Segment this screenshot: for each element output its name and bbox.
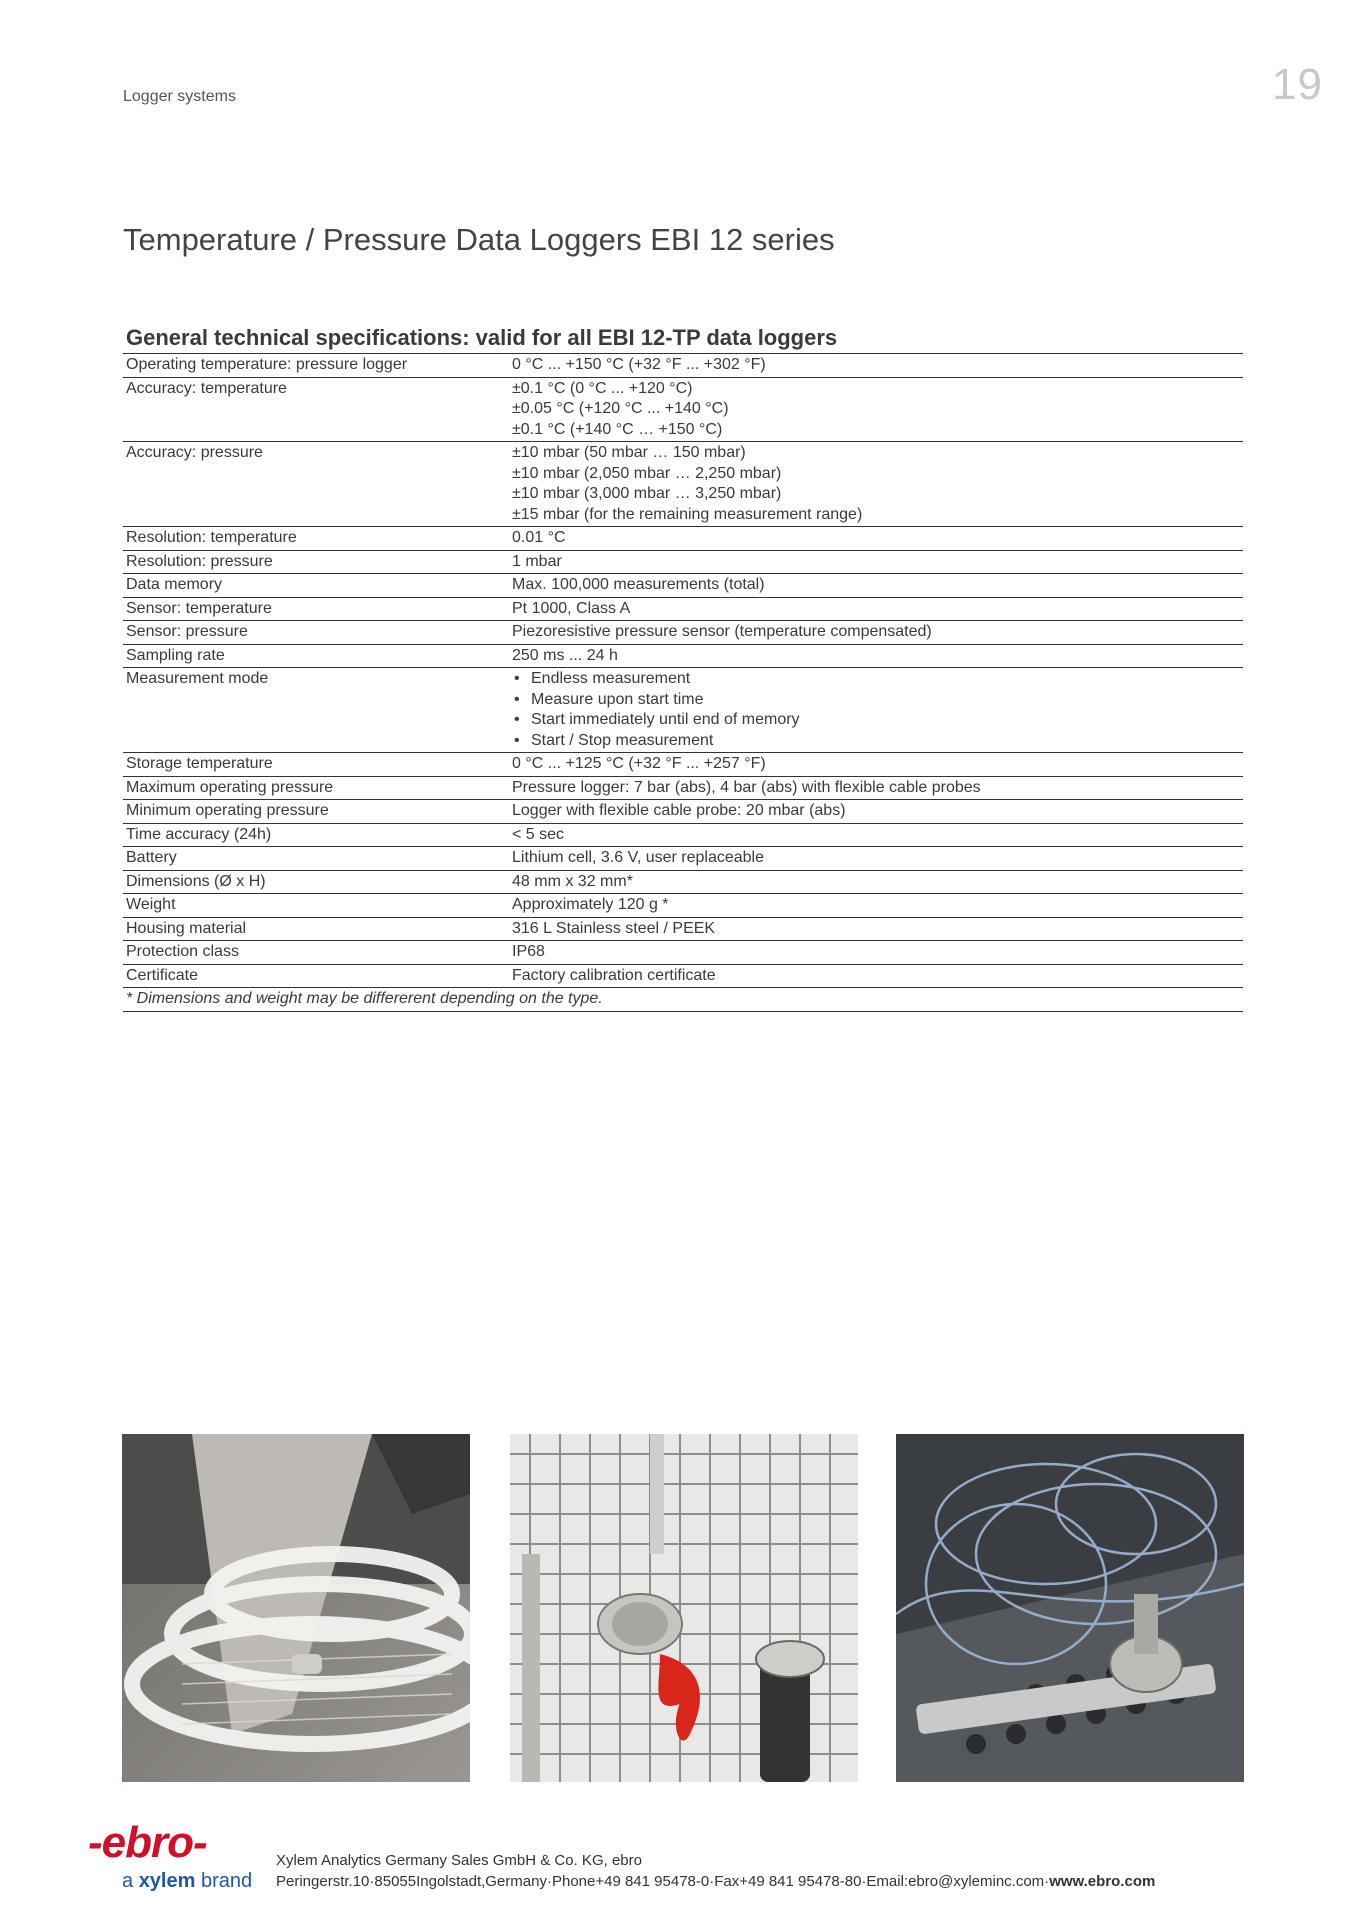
spec-label: Resolution: temperature	[126, 529, 297, 546]
spec-value	[512, 379, 1240, 441]
spec-row	[123, 941, 1243, 965]
spec-value-line: ±10 mbar (50 mbar … 150 mbar)	[512, 444, 746, 461]
footer-company: Xylem Analytics Germany Sales GmbH & Co. KG, ebro	[276, 1852, 642, 1869]
spec-row	[123, 894, 1243, 918]
spec-row	[123, 574, 1243, 598]
logo-subtitle: a xylem brand	[122, 1870, 253, 1892]
spec-value	[512, 942, 1240, 963]
spec-value-line: 0.01 °C	[512, 529, 566, 546]
footer-contact	[276, 1850, 1155, 1892]
spec-label: Operating temperature: pressure logger	[126, 356, 408, 373]
spec-row	[123, 354, 1243, 378]
spec-label: Protection class	[126, 943, 239, 960]
footnote: * Dimensions and weight may be differerent depending on the type.	[123, 988, 1243, 1012]
spec-row	[123, 777, 1243, 801]
spec-value-line: Max. 100,000 measurements (total)	[512, 576, 765, 593]
footer-address: Peringerstr.10·85055Ingolstadt,Germany·Phone+49 841 95478-0·Fax+49 841 95478-80·Email:ebro@xyleminc.com·	[276, 1873, 1050, 1890]
spec-row	[123, 527, 1243, 551]
spec-value-line: Lithium cell, 3.6 V, user replaceable	[512, 849, 764, 866]
spec-value	[512, 966, 1240, 987]
spec-row	[123, 378, 1243, 443]
list-item: • Endless measurement	[512, 669, 1240, 690]
spec-label: Certificate	[126, 966, 199, 984]
spec-row	[123, 824, 1243, 848]
measurement-mode-list	[512, 669, 1240, 751]
spec-value	[512, 599, 1240, 620]
spec-value	[512, 919, 1240, 940]
spec-rows	[123, 354, 1243, 988]
spec-row	[123, 645, 1243, 669]
spec-label: Accuracy: pressure	[126, 444, 263, 461]
spec-value-line: ±15 mbar (for the remaining measurement range)	[512, 505, 863, 523]
spec-value-line: 0 °C ... +125 °C (+32 °F ... +257 °F)	[512, 755, 766, 772]
spec-row	[123, 668, 1243, 753]
spec-value	[512, 622, 1240, 643]
spec-value-line: 250 ms ... 24 h	[512, 646, 618, 664]
spec-value	[512, 669, 1240, 751]
spec-label: Minimum operating pressure	[126, 802, 329, 819]
spec-value	[512, 355, 1240, 376]
spec-value-line: Piezoresistive pressure sensor (temperature compensated)	[512, 623, 932, 640]
spec-row	[123, 847, 1243, 871]
spec-row	[123, 442, 1243, 527]
spec-value-line: 48 mm x 32 mm*	[512, 872, 633, 890]
spec-value-line: ±0.1 °C (0 °C ... +120 °C)	[512, 379, 693, 397]
spec-value-line: < 5 sec	[512, 825, 565, 843]
spec-value-line: ±0.1 °C (+140 °C … +150 °C)	[512, 420, 723, 438]
spec-row	[123, 621, 1243, 645]
ebro-logo	[88, 1818, 268, 1898]
spec-label: Maximum operating pressure	[126, 778, 334, 796]
logo-wordmark: -ebro-	[88, 1818, 207, 1867]
spec-label: Sampling rate	[126, 646, 225, 664]
footer-address-line	[276, 1871, 1155, 1892]
spec-value-line: Approximately 120 g *	[512, 896, 669, 913]
page-title: Temperature / Pressure Data Loggers EBI 12 series	[123, 222, 835, 257]
photo-washer-rack	[122, 1434, 470, 1782]
spec-value	[512, 443, 1240, 525]
spec-value	[512, 528, 1240, 549]
spec-heading: General technical specifications: valid for all EBI 12-TP data loggers	[123, 325, 1243, 354]
spec-value	[512, 895, 1240, 916]
spec-row	[123, 871, 1243, 895]
spec-value-line: IP68	[512, 943, 545, 960]
spec-label: Storage temperature	[126, 755, 273, 772]
spec-table	[123, 325, 1243, 1012]
spec-label: Sensor: temperature	[126, 599, 272, 617]
spec-label: Battery	[126, 849, 177, 866]
photo-logger-grid	[510, 1434, 858, 1782]
spec-row	[123, 918, 1243, 942]
spec-value	[512, 575, 1240, 596]
footer-website-link[interactable]: www.ebro.com	[1049, 1873, 1156, 1890]
spec-value	[512, 778, 1240, 799]
spec-row	[123, 965, 1243, 989]
spec-row	[123, 753, 1243, 777]
spec-value	[512, 754, 1240, 775]
spec-value-line: ±0.05 °C (+120 °C ... +140 °C)	[512, 400, 729, 417]
spec-label: Sensor: pressure	[126, 623, 248, 640]
spec-value-line: 1 mbar	[512, 552, 562, 570]
spec-label: Accuracy: temperature	[126, 379, 287, 397]
spec-label: Weight	[126, 896, 176, 913]
spec-value	[512, 646, 1240, 667]
spec-label: Time accuracy (24h)	[126, 825, 272, 843]
spec-value-line: Pt 1000, Class A	[512, 599, 631, 617]
photo-tray-cables	[896, 1434, 1244, 1782]
list-item: • Measure upon start time	[512, 690, 1240, 711]
spec-label: Data memory	[126, 576, 223, 593]
list-item: • Start / Stop measurement	[512, 731, 1240, 752]
spec-value-line: Logger with flexible cable probe: 20 mbar (abs)	[512, 802, 846, 819]
spec-value	[512, 872, 1240, 893]
spec-value-line: 316 L Stainless steel / PEEK	[512, 919, 716, 937]
spec-row	[123, 551, 1243, 575]
spec-value-line: 0 °C ... +150 °C (+32 °F ... +302 °F)	[512, 356, 766, 373]
page-number: 19	[1272, 60, 1323, 109]
section-label: Logger systems	[123, 88, 236, 105]
spec-value-line: Factory calibration certificate	[512, 966, 716, 984]
spec-value	[512, 801, 1240, 822]
spec-row	[123, 598, 1243, 622]
spec-value	[512, 825, 1240, 846]
spec-label: Resolution: pressure	[126, 552, 273, 570]
spec-value-line: Pressure logger: 7 bar (abs), 4 bar (abs) with flexible cable probes	[512, 778, 981, 796]
spec-label: Dimensions (Ø x H)	[126, 872, 266, 890]
spec-row	[123, 800, 1243, 824]
spec-label: Housing material	[126, 919, 247, 937]
spec-value	[512, 552, 1240, 573]
spec-label: Measurement mode	[126, 670, 269, 687]
spec-value-line: ±10 mbar (3,000 mbar … 3,250 mbar)	[512, 485, 782, 502]
spec-value	[512, 848, 1240, 869]
spec-value-line: ±10 mbar (2,050 mbar … 2,250 mbar)	[512, 464, 782, 482]
list-item: • Start immediately until end of memory	[512, 710, 1240, 731]
